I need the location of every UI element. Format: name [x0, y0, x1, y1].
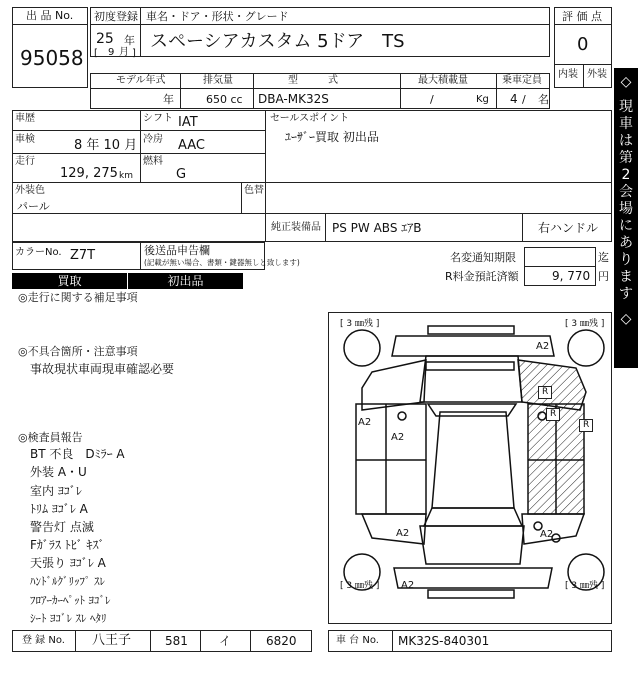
shift-label: シフト — [143, 113, 173, 124]
color-change-label: 色替 — [244, 185, 264, 196]
inspector-item: Fｶﾞﾗｽ ﾄﾋﾞ ｷｽﾞ — [30, 538, 105, 552]
tire-front-right — [568, 330, 604, 366]
inspector-title: ◎検査員報告 — [18, 431, 83, 444]
recycle-unit: 円 — [598, 270, 609, 283]
score-value: 0 — [577, 34, 589, 55]
inspector-item: ﾊﾝﾄﾞﾙｸﾞﾘｯﾌﾟ ｽﾚ — [30, 575, 105, 588]
name-change-label: 名変通知期限 — [450, 251, 516, 264]
tire-front-left — [344, 330, 380, 366]
capacity-value: 4 — [510, 92, 518, 106]
inspector-item: 警告灯 点滅 — [30, 520, 94, 534]
damage-mark-r: R — [538, 386, 552, 399]
exterior-color-label: 外装色 — [15, 185, 45, 196]
damage-mark: A2 — [536, 341, 550, 352]
damage-mark-r: R — [546, 408, 560, 421]
reg-kana: イ — [219, 634, 232, 648]
fuel-value: G — [176, 167, 187, 182]
capacity-slash: / — [522, 93, 526, 106]
model-year-unit: 年 — [163, 93, 174, 106]
aftermarket-label: 後送品申告欄 — [144, 244, 210, 257]
inspector-item: 室内 ﾖｺﾞﾚ — [30, 484, 82, 498]
car-diagram-svg — [328, 312, 612, 624]
score-label: 評 価 点 — [562, 10, 602, 23]
defects-title: ◎不具合箇所・注意事項 — [18, 345, 138, 358]
mileage-value: 129, 275 — [60, 166, 118, 181]
first-listing-tag: 初出品 — [128, 273, 243, 289]
first-reg-label: 初度登録 — [94, 10, 138, 23]
damage-mark: A2 — [401, 580, 415, 591]
tire-tread-label: [ 3 ㎜残 ] — [565, 319, 605, 329]
reg-label: 登 録 No. — [22, 635, 65, 646]
running-notes-title: ◎走行に関する補足事項 — [18, 291, 138, 304]
capacity-unit: 名 — [538, 93, 549, 106]
defects-value: 事故現状車両現車確認必要 — [30, 362, 175, 376]
inspector-item: 天張り ﾖｺﾞﾚ A — [30, 556, 106, 570]
reg-class: 581 — [165, 634, 188, 648]
tire-tread-label: [ 3 ㎜残 ] — [340, 581, 380, 591]
fuel-label: 燃料 — [143, 156, 163, 167]
mileage-unit: km — [119, 171, 133, 181]
damage-mark: A2 — [540, 529, 554, 540]
first-reg-month-unit: 月 — [119, 47, 129, 58]
lot-label: 出 品 No. — [26, 9, 74, 22]
damage-mark: A2 — [396, 528, 410, 539]
first-reg-year-unit: 年 — [124, 34, 135, 47]
max-load-unit: Kg — [476, 94, 489, 105]
exterior-color-value: パール — [17, 200, 50, 213]
ac-value: AAC — [178, 138, 205, 153]
first-reg-year: 25 — [96, 31, 114, 47]
steering-value: 右ハンドル — [538, 221, 599, 235]
model-year-label: モデル年式 — [116, 75, 166, 86]
interior-label: 内装 — [558, 69, 578, 80]
exterior-label: 外装 — [587, 69, 607, 80]
aftermarket-note: (記載が無い場合、書類・鍵器無しと致します) — [144, 258, 300, 267]
type-label: 型 式 — [288, 75, 338, 86]
bracket-close: ] — [132, 48, 136, 59]
recycle-value: 9, 770 — [552, 269, 591, 283]
reg-region: 八王子 — [92, 633, 132, 648]
displacement-label: 排気量 — [203, 75, 233, 86]
inspection-label: 車検 — [15, 134, 35, 145]
sales-point-value: ﾕｰｻﾞｰ買取 初出品 — [285, 130, 379, 144]
damage-mark: A2 — [358, 417, 372, 428]
capacity-label: 乗車定員 — [502, 75, 542, 86]
recycle-label: R料金預託済額 — [445, 270, 519, 283]
side-top-mark: ◇ — [620, 74, 632, 90]
inspector-item: ｼｰﾄ ﾖｺﾞﾚ ｽﾚ ﾍﾀﾘ — [30, 612, 107, 625]
tire-tread-label: [ 3 ㎜残 ] — [565, 581, 605, 591]
reg-number: 6820 — [266, 634, 297, 648]
inspector-item: BT 不良 Dﾐﾗｰ A — [30, 447, 125, 461]
bracket-open: [ — [94, 48, 98, 59]
history-label: 車歴 — [15, 113, 35, 124]
inspector-item: ﾄﾘﾑ ﾖｺﾞﾚ A — [30, 502, 88, 516]
tire-tread-label: [ 3 ㎜残 ] — [340, 319, 380, 329]
max-load-slash: / — [430, 93, 434, 106]
buy-tag: 買取 — [12, 273, 127, 289]
inspection-value: 8 年 10 月 — [74, 138, 138, 153]
ac-label: 冷房 — [143, 134, 163, 145]
color-no-label: カラーNo. — [15, 247, 62, 258]
chassis-value: MK32S-840301 — [398, 634, 490, 648]
side-bottom-mark: ◇ — [620, 311, 632, 327]
equipment-label: 純正装備品 — [271, 222, 321, 233]
type-value: DBA-MK32S — [258, 92, 329, 106]
displacement-value: 650 cc — [206, 93, 243, 106]
name-change-unit: 迄 — [598, 251, 609, 264]
first-reg-month: 9 — [108, 47, 115, 58]
sales-point-label: セールスポイント — [270, 113, 350, 124]
color-no-value: Z7T — [70, 248, 96, 263]
mileage-label: 走行 — [15, 156, 35, 167]
inspector-item: ﾌﾛｱｰｶｰﾍﾟｯﾄ ﾖｺﾞﾚ — [30, 594, 111, 607]
inspector-item: 外装 A・U — [30, 465, 87, 479]
max-load-label: 最大積載量 — [418, 75, 468, 86]
damage-mark-r: R — [579, 419, 593, 432]
equipment-value: PS PW ABS ｴｱB — [332, 221, 422, 235]
lot-number: 95058 — [20, 46, 84, 70]
damage-mark: A2 — [391, 432, 405, 443]
car-name-label: 車名・ドア・形状・グレード — [146, 10, 289, 23]
car-name: スペーシアカスタム 5ドア TS — [150, 31, 405, 52]
shift-value: IAT — [178, 115, 198, 130]
chassis-label: 車 台 No. — [336, 635, 379, 646]
name-change-box — [524, 247, 596, 267]
side-banner: ◇ 現 車 は 第 2 会 場 に あ り ま す ◇ — [614, 68, 638, 368]
